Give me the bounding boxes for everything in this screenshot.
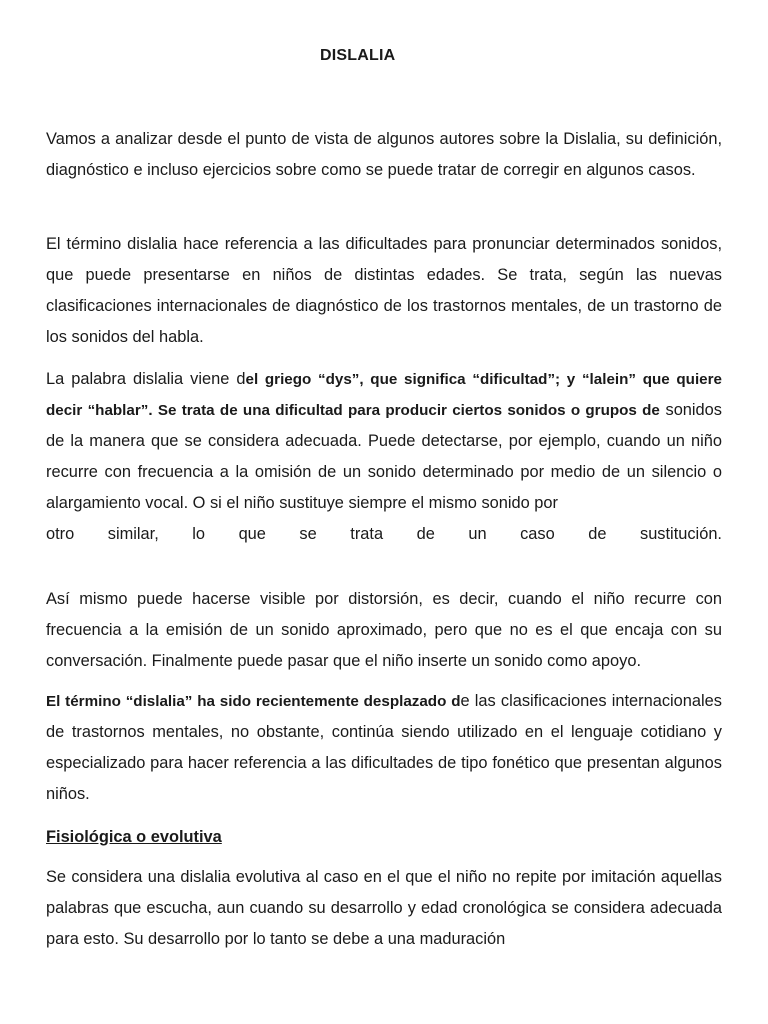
paragraph-definition: El término dislalia hace referencia a las dificultades para pronunciar determinados sonidos, que puede presentarse en niños de distintas edades. Se trata, según las nuevas clasificaciones internacionales de diagnóstico de los trastornos mentales, de un trastorno de los sonidos del habla. bbox=[46, 235, 722, 346]
paragraph-etymology bbox=[46, 364, 722, 519]
document-title: DISLALIA bbox=[320, 47, 396, 64]
paragraph-distortion: Así mismo puede hacerse visible por distorsión, es decir, cuando el niño recurre con frecuencia a la emisión de un sonido aproximado, pero que no es el que encaja con su conversación. Finalmente puede pasar que el niño inserte un sonido como apoyo. bbox=[46, 590, 722, 670]
paragraph-etymology-last-line: otro similar, lo que se trata de un caso de sustitución. bbox=[46, 525, 722, 543]
etymology-lead: La palabra dislalia viene d bbox=[46, 370, 246, 388]
classification-bold: El término “dislalia” ha sido recientemente desplazado d bbox=[46, 693, 461, 710]
paragraph-intro: Vamos a analizar desde el punto de vista de algunos autores sobre la Dislalia, su definición, diagnóstico e incluso ejercicios sobre como se puede tratar de corregir en algunos casos. bbox=[46, 130, 722, 179]
classification-rest: e las clasificaciones internacionales de trastornos mentales, no obstante, continúa siendo utilizado en el lenguaje cotidiano y especializado para hacer referencia a las dificultades de tipo fonético que presentan algunos niños. bbox=[46, 692, 722, 803]
etymology-bold: el griego “dys”, que significa “dificultad”; y “lalein” que quiere decir “hablar”. Se trata de una dificultad para producir ciertos sonidos o grupos de bbox=[46, 371, 722, 419]
paragraph-classification bbox=[46, 686, 722, 810]
etymology-rest: sonidos de la manera que se considera adecuada. Puede detectarse, por ejemplo, cuando un niño recurre con frecuencia a la omisión de un sonido determinado por medio de un silencio o alargamiento vocal. O si el niño sustituye siempre el mismo sonido por bbox=[46, 401, 722, 512]
paragraph-evolutiva: Se considera una dislalia evolutiva al caso en el que el niño no repite por imitación aquellas palabras que escucha, aun cuando su desarrollo y edad cronológica se considera adecuada para esto. Su desarrollo por lo tanto se debe a una maduración bbox=[46, 868, 722, 948]
section-heading-fisiologica: Fisiológica o evolutiva bbox=[46, 828, 222, 846]
